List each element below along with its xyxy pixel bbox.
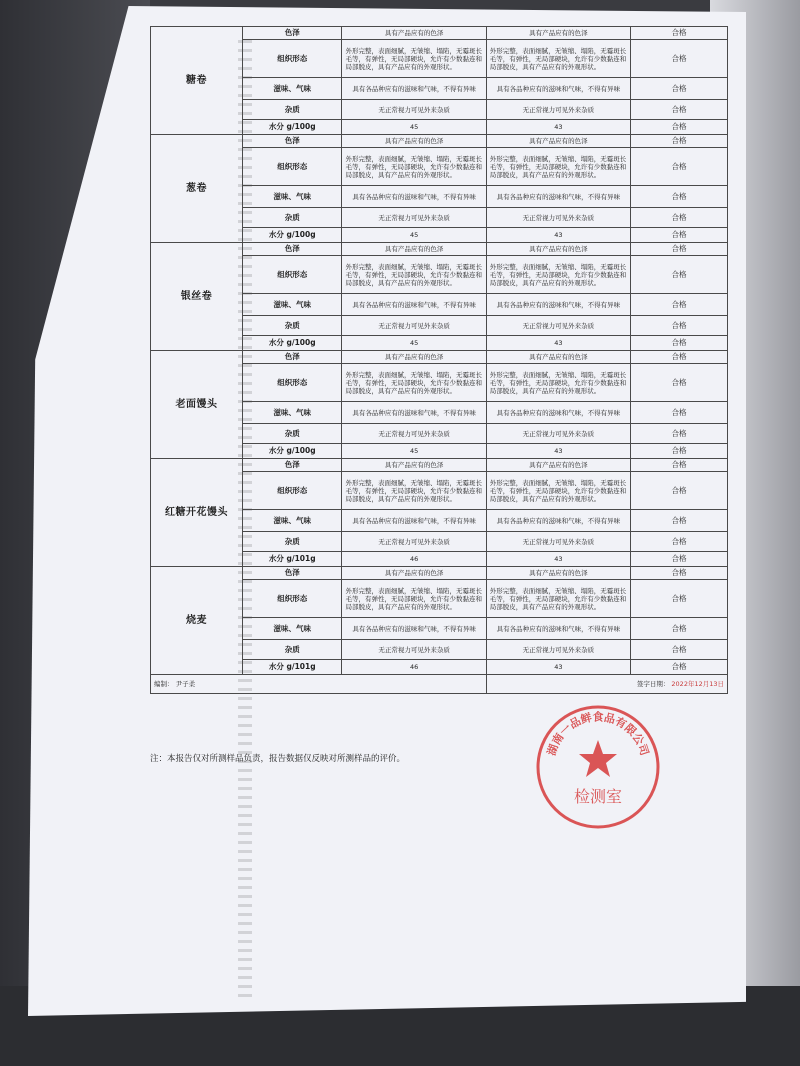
item-label: 色泽 xyxy=(243,351,342,364)
table-row xyxy=(151,351,728,364)
item-value: 43 xyxy=(486,552,630,567)
item-result: 合格 xyxy=(630,228,727,243)
item-value: 具有各品种应有的滋味和气味，不得有异味 xyxy=(486,402,630,424)
table-row xyxy=(151,459,728,472)
item-value: 43 xyxy=(486,336,630,351)
product-name: 银丝卷 xyxy=(151,243,243,351)
item-result: 合格 xyxy=(630,552,727,567)
table-row xyxy=(151,567,728,580)
item-label: 水分 g/100g xyxy=(243,228,342,243)
item-result: 合格 xyxy=(630,459,727,472)
item-label: 组织形态 xyxy=(243,364,342,402)
company-seal xyxy=(533,702,663,832)
product-name: 烧麦 xyxy=(151,567,243,675)
table-row xyxy=(151,135,728,148)
item-result: 合格 xyxy=(630,186,727,208)
item-value: 具有各品种应有的滋味和气味，不得有异味 xyxy=(486,618,630,640)
item-result: 合格 xyxy=(630,78,727,100)
item-label: 滋味、气味 xyxy=(243,186,342,208)
item-value: 具有产品应有的色泽 xyxy=(486,27,630,40)
item-value: 43 xyxy=(486,228,630,243)
item-value: 具有各品种应有的滋味和气味，不得有异味 xyxy=(486,510,630,532)
item-label: 杂质 xyxy=(243,424,342,444)
item-value: 无正常视力可见外来杂质 xyxy=(342,532,486,552)
item-value: 具有各品种应有的滋味和气味，不得有异味 xyxy=(342,510,486,532)
sign-date-value: 2022年12月13日 xyxy=(671,680,724,688)
item-value: 46 xyxy=(342,552,486,567)
item-label: 组织形态 xyxy=(243,40,342,78)
table-row xyxy=(151,27,728,40)
item-result: 合格 xyxy=(630,424,727,444)
sign-date-label: 签字日期： xyxy=(636,680,670,688)
item-result: 合格 xyxy=(630,148,727,186)
table-row xyxy=(151,243,728,256)
item-value: 43 xyxy=(486,444,630,459)
item-value: 无正常视力可见外来杂质 xyxy=(486,100,630,120)
item-value: 外形完整，表面细腻，无皱缩、塌陷，无霉斑长毛等，有弹性，无局部硬块，允许有少数黏连和局部脱皮，具有产品应有的外观形状。 xyxy=(342,256,486,294)
item-value: 具有产品应有的色泽 xyxy=(342,459,486,472)
product-name: 老面馒头 xyxy=(151,351,243,459)
item-label: 水分 g/100g xyxy=(243,336,342,351)
item-value: 具有各品种应有的滋味和气味，不得有异味 xyxy=(486,294,630,316)
report-note: 注：本报告仅对所测样品负责，报告数据仅反映对所测样品的评价。 xyxy=(150,754,406,764)
editor-label: 编制： xyxy=(154,680,174,688)
item-label: 杂质 xyxy=(243,640,342,660)
item-value: 外形完整，表面细腻，无皱缩、塌陷，无霉斑长毛等，有弹性，无局部硬块，允许有少数黏连和局部脱皮，具有产品应有的外观形状。 xyxy=(486,472,630,510)
item-label: 色泽 xyxy=(243,459,342,472)
star-icon xyxy=(579,740,617,777)
item-result: 合格 xyxy=(630,336,727,351)
item-result: 合格 xyxy=(630,27,727,40)
item-result: 合格 xyxy=(630,532,727,552)
item-value: 无正常视力可见外来杂质 xyxy=(342,208,486,228)
item-result: 合格 xyxy=(630,472,727,510)
product-name: 糖卷 xyxy=(151,27,243,135)
sign-date-cell xyxy=(486,675,727,694)
item-value: 外形完整，表面细腻，无皱缩、塌陷，无霉斑长毛等，有弹性，无局部硬块，允许有少数黏连和局部脱皮，具有产品应有的外观形状。 xyxy=(342,148,486,186)
item-value: 具有产品应有的色泽 xyxy=(342,135,486,148)
item-label: 杂质 xyxy=(243,208,342,228)
footer-row xyxy=(151,675,728,694)
item-value: 具有各品种应有的滋味和气味，不得有异味 xyxy=(342,186,486,208)
editor-cell xyxy=(151,675,487,694)
item-value: 外形完整，表面细腻，无皱缩、塌陷，无霉斑长毛等，有弹性，无局部硬块，允许有少数黏连和局部脱皮，具有产品应有的外观形状。 xyxy=(486,148,630,186)
item-label: 滋味、气味 xyxy=(243,618,342,640)
item-result: 合格 xyxy=(630,256,727,294)
item-value: 无正常视力可见外来杂质 xyxy=(342,100,486,120)
item-value: 无正常视力可见外来杂质 xyxy=(486,208,630,228)
item-label: 水分 g/100g xyxy=(243,444,342,459)
item-value: 具有各品种应有的滋味和气味，不得有异味 xyxy=(342,78,486,100)
item-result: 合格 xyxy=(630,510,727,532)
item-value: 外形完整，表面细腻，无皱缩、塌陷，无霉斑长毛等，有弹性，无局部硬块，允许有少数黏连和局部脱皮，具有产品应有的外观形状。 xyxy=(486,40,630,78)
item-value: 外形完整，表面细腻，无皱缩、塌陷，无霉斑长毛等，有弹性，无局部硬块，允许有少数黏连和局部脱皮，具有产品应有的外观形状。 xyxy=(342,580,486,618)
inspection-table-wrapper xyxy=(150,26,728,742)
item-label: 滋味、气味 xyxy=(243,294,342,316)
item-result: 合格 xyxy=(630,618,727,640)
item-label: 滋味、气味 xyxy=(243,78,342,100)
item-result: 合格 xyxy=(630,243,727,256)
item-label: 组织形态 xyxy=(243,472,342,510)
item-label: 水分 g/101g xyxy=(243,660,342,675)
item-label: 杂质 xyxy=(243,100,342,120)
item-value: 无正常视力可见外来杂质 xyxy=(486,316,630,336)
item-result: 合格 xyxy=(630,294,727,316)
item-label: 杂质 xyxy=(243,532,342,552)
item-value: 无正常视力可见外来杂质 xyxy=(342,316,486,336)
item-value: 具有产品应有的色泽 xyxy=(342,243,486,256)
item-result: 合格 xyxy=(630,660,727,675)
item-result: 合格 xyxy=(630,100,727,120)
item-value: 具有各品种应有的滋味和气味，不得有异味 xyxy=(342,294,486,316)
item-label: 水分 g/101g xyxy=(243,552,342,567)
item-value: 46 xyxy=(342,660,486,675)
item-result: 合格 xyxy=(630,351,727,364)
product-name: 葱卷 xyxy=(151,135,243,243)
item-value: 具有各品种应有的滋味和气味，不得有异味 xyxy=(486,78,630,100)
item-value: 无正常视力可见外来杂质 xyxy=(486,532,630,552)
item-value: 45 xyxy=(342,444,486,459)
item-label: 色泽 xyxy=(243,135,342,148)
item-value: 43 xyxy=(486,660,630,675)
item-value: 具有产品应有的色泽 xyxy=(486,243,630,256)
editor-name: 尹子柔 xyxy=(175,680,196,688)
item-value: 无正常视力可见外来杂质 xyxy=(486,640,630,660)
item-label: 色泽 xyxy=(243,27,342,40)
item-value: 具有产品应有的色泽 xyxy=(342,567,486,580)
item-label: 滋味、气味 xyxy=(243,402,342,424)
item-value: 具有产品应有的色泽 xyxy=(486,135,630,148)
item-value: 具有各品种应有的滋味和气味，不得有异味 xyxy=(342,618,486,640)
item-value: 外形完整，表面细腻，无皱缩、塌陷，无霉斑长毛等，有弹性，无局部硬块，允许有少数黏连和局部脱皮，具有产品应有的外观形状。 xyxy=(486,580,630,618)
item-label: 色泽 xyxy=(243,243,342,256)
item-value: 外形完整，表面细腻，无皱缩、塌陷，无霉斑长毛等，有弹性，无局部硬块，允许有少数黏连和局部脱皮，具有产品应有的外观形状。 xyxy=(486,364,630,402)
item-result: 合格 xyxy=(630,640,727,660)
item-value: 无正常视力可见外来杂质 xyxy=(342,640,486,660)
item-result: 合格 xyxy=(630,402,727,424)
item-value: 无正常视力可见外来杂质 xyxy=(486,424,630,444)
item-value: 具有各品种应有的滋味和气味，不得有异味 xyxy=(486,186,630,208)
seal-org-text: 湖南一品鲜食品有限公司 xyxy=(544,710,652,758)
item-value: 具有产品应有的色泽 xyxy=(342,27,486,40)
product-name: 红糖开花馒头 xyxy=(151,459,243,567)
item-value: 具有各品种应有的滋味和气味，不得有异味 xyxy=(342,402,486,424)
item-label: 组织形态 xyxy=(243,256,342,294)
seal-dept-text: 检测室 xyxy=(573,787,623,806)
item-result: 合格 xyxy=(630,364,727,402)
item-label: 组织形态 xyxy=(243,580,342,618)
item-result: 合格 xyxy=(630,120,727,135)
inspection-table xyxy=(150,26,728,694)
item-result: 合格 xyxy=(630,567,727,580)
item-value: 外形完整，表面细腻，无皱缩、塌陷，无霉斑长毛等，有弹性，无局部硬块，允许有少数黏连和局部脱皮，具有产品应有的外观形状。 xyxy=(486,256,630,294)
item-label: 杂质 xyxy=(243,316,342,336)
item-label: 色泽 xyxy=(243,567,342,580)
item-value: 43 xyxy=(486,120,630,135)
item-result: 合格 xyxy=(630,135,727,148)
item-result: 合格 xyxy=(630,208,727,228)
item-value: 45 xyxy=(342,336,486,351)
item-result: 合格 xyxy=(630,316,727,336)
item-value: 外形完整，表面细腻，无皱缩、塌陷，无霉斑长毛等，有弹性，无局部硬块，允许有少数黏连和局部脱皮，具有产品应有的外观形状。 xyxy=(342,364,486,402)
item-result: 合格 xyxy=(630,580,727,618)
item-label: 水分 g/100g xyxy=(243,120,342,135)
item-value: 具有产品应有的色泽 xyxy=(486,459,630,472)
item-value: 具有产品应有的色泽 xyxy=(486,351,630,364)
item-value: 无正常视力可见外来杂质 xyxy=(342,424,486,444)
item-value: 具有产品应有的色泽 xyxy=(342,351,486,364)
item-label: 滋味、气味 xyxy=(243,510,342,532)
item-value: 45 xyxy=(342,120,486,135)
item-value: 外形完整，表面细腻，无皱缩、塌陷，无霉斑长毛等，有弹性，无局部硬块，允许有少数黏连和局部脱皮，具有产品应有的外观形状。 xyxy=(342,40,486,78)
item-value: 具有产品应有的色泽 xyxy=(486,567,630,580)
item-value: 外形完整，表面细腻，无皱缩、塌陷，无霉斑长毛等，有弹性，无局部硬块，允许有少数黏连和局部脱皮，具有产品应有的外观形状。 xyxy=(342,472,486,510)
item-value: 45 xyxy=(342,228,486,243)
item-result: 合格 xyxy=(630,444,727,459)
item-result: 合格 xyxy=(630,40,727,78)
item-label: 组织形态 xyxy=(243,148,342,186)
